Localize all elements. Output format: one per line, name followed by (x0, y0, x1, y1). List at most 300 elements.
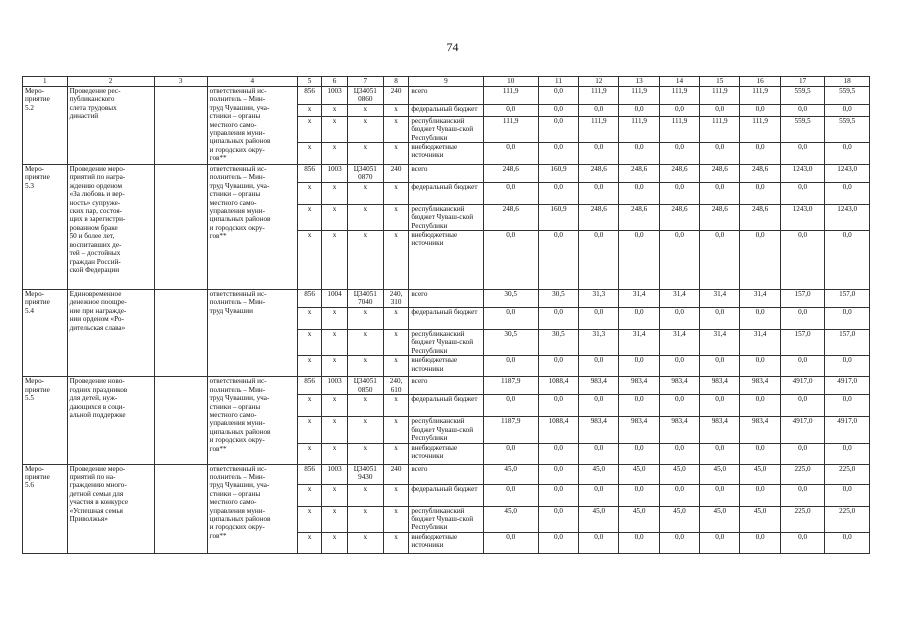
text-line: гов** (209, 444, 227, 453)
text-line: ответственный ис- (209, 165, 267, 174)
grbs-code: x (297, 104, 321, 116)
amount-cell: 30,5 (483, 330, 538, 356)
text-line: ответственный ис- (209, 464, 267, 473)
amount-cell: 160,9 (538, 204, 578, 230)
amount-cell: 0,0 (780, 143, 825, 165)
text-line: 5.3 (25, 181, 34, 190)
expense-type-code: x (383, 204, 408, 230)
text-line: слета трудовых (69, 103, 117, 112)
amount-cell: 0,0 (579, 104, 619, 116)
funding-source: республиканский бюджет Чуваш-ской Республики (409, 417, 483, 443)
amount-cell: 0,0 (538, 395, 578, 417)
section-code: 1003 (322, 464, 347, 484)
text-line: дающихся в соци- (69, 402, 125, 411)
section-code: x (322, 506, 347, 532)
column-number: 3 (154, 77, 207, 87)
amount-cell: 0,0 (700, 182, 740, 204)
expense-type-code: x (383, 417, 408, 443)
amount-cell: 45,0 (483, 464, 538, 484)
amount-cell: 983,4 (619, 417, 659, 443)
amount-cell: 248,6 (483, 165, 538, 183)
amount-cell: 1187,9 (483, 417, 538, 443)
amount-cell: 0,0 (740, 308, 780, 330)
amount-cell: 0,0 (538, 532, 578, 553)
text-line: гов** (209, 232, 227, 241)
text-line: ципальных районов (209, 137, 271, 146)
text-line: тей – достойных (69, 249, 121, 258)
amount-cell: 0,0 (780, 484, 825, 506)
amount-cell: 0,0 (538, 506, 578, 532)
amount-cell: 157,0 (825, 290, 870, 308)
text-line: Меро- (25, 290, 45, 299)
header-row (23, 77, 870, 87)
amount-cell: 0,0 (579, 356, 619, 377)
text-line: полнитель – Мин- (209, 173, 266, 182)
amount-cell: 111,9 (619, 87, 659, 105)
amount-cell: 0,0 (538, 87, 578, 105)
amount-cell: 111,9 (619, 116, 659, 142)
text-line: приятие (25, 173, 50, 182)
expense-type-code: x (383, 443, 408, 464)
text-line: Проведение ново- (69, 377, 125, 386)
section-code: 1003 (322, 87, 347, 105)
amount-cell: 248,6 (579, 165, 619, 183)
text-line: приятий по на- (69, 472, 116, 481)
target-article-code: x (347, 182, 383, 204)
text-line: альной поддержке (69, 410, 126, 419)
amount-cell: 157,0 (780, 330, 825, 356)
target-article-code: x (347, 532, 383, 553)
grbs-code: x (297, 330, 321, 356)
funding-source: федеральный бюджет (409, 182, 483, 204)
target-article-code: Ц34051 7040 (347, 290, 383, 308)
amount-cell: 111,9 (700, 87, 740, 105)
text-line: местного само- (209, 198, 257, 207)
executor (207, 290, 297, 377)
amount-cell: 0,0 (700, 308, 740, 330)
amount-cell: 0,0 (740, 104, 780, 116)
amount-cell: 1243,0 (825, 204, 870, 230)
amount-cell: 983,4 (740, 377, 780, 395)
grbs-code: 856 (297, 464, 321, 484)
expense-type-code: x (383, 395, 408, 417)
column-number: 16 (740, 77, 780, 87)
amount-cell: 0,0 (579, 182, 619, 204)
text-line: Проведение меро- (69, 165, 126, 174)
amount-cell: 0,0 (579, 231, 619, 290)
amount-cell: 1187,9 (483, 377, 538, 395)
text-line: ответственный ис- (209, 290, 267, 299)
amount-cell: 111,9 (740, 87, 780, 105)
amount-cell: 225,0 (825, 506, 870, 532)
amount-cell: 0,0 (700, 443, 740, 464)
text-line: нии орденом «Ро- (69, 315, 124, 324)
amount-cell: 0,0 (579, 143, 619, 165)
amount-cell: 0,0 (483, 308, 538, 330)
target-article-code: x (347, 116, 383, 142)
text-line: Приволжья» (69, 514, 108, 523)
table-row (23, 377, 870, 395)
text-line: ципальных районов (209, 427, 271, 436)
amount-cell: 559,5 (780, 116, 825, 142)
funding-source: внебюджетные источники (409, 231, 483, 290)
text-line: граждан Россий- (69, 257, 121, 266)
event-number (23, 290, 68, 377)
amount-cell: 0,0 (579, 484, 619, 506)
amount-cell: 0,0 (825, 395, 870, 417)
target-article-code: x (347, 395, 383, 417)
amount-cell: 0,0 (619, 182, 659, 204)
funding-source: республиканский бюджет Чуваш-ской Республики (409, 204, 483, 230)
target-article-code: x (347, 330, 383, 356)
amount-cell: 248,6 (700, 204, 740, 230)
amount-cell: 248,6 (740, 204, 780, 230)
grbs-code: 856 (297, 377, 321, 395)
text-line: стники – органы (209, 489, 261, 498)
target-article-code: Ц34051 9430 (347, 464, 383, 484)
amount-cell: 0,0 (619, 231, 659, 290)
amount-cell: 0,0 (659, 182, 699, 204)
amount-cell: 45,0 (740, 464, 780, 484)
amount-cell: 983,4 (619, 377, 659, 395)
amount-cell: 0,0 (538, 143, 578, 165)
target-article-code: x (347, 417, 383, 443)
amount-cell: 0,0 (538, 231, 578, 290)
text-line: участия в конкурсе (69, 498, 129, 507)
amount-cell: 0,0 (780, 308, 825, 330)
text-line: граждению много- (69, 481, 127, 490)
amount-cell: 0,0 (700, 104, 740, 116)
amount-cell: 0,0 (483, 395, 538, 417)
amount-cell: 0,0 (619, 143, 659, 165)
amount-cell: 0,0 (579, 443, 619, 464)
expense-type-code: 240 (383, 464, 408, 484)
text-line: 5.4 (25, 306, 34, 315)
text-line: труд Чувашии, уча- (209, 103, 270, 112)
grbs-code: x (297, 484, 321, 506)
text-line: публиканского (69, 95, 115, 104)
amount-cell: 0,0 (740, 395, 780, 417)
target-article-code: x (347, 443, 383, 464)
amount-cell: 0,0 (659, 356, 699, 377)
event-name (67, 377, 154, 464)
amount-cell: 30,5 (483, 290, 538, 308)
column-number: 14 (659, 77, 699, 87)
table-row (23, 165, 870, 183)
text-line: труд Чувашии, уча- (209, 181, 270, 190)
section-code: x (322, 417, 347, 443)
text-line: стники – органы (209, 112, 261, 121)
amount-cell: 31,4 (619, 330, 659, 356)
section-code: 1004 (322, 290, 347, 308)
text-line: полнитель – Мин- (209, 472, 266, 481)
amount-cell: 111,9 (579, 87, 619, 105)
amount-cell: 0,0 (659, 484, 699, 506)
expense-type-code: 240, 610 (383, 377, 408, 395)
text-line: ципальных районов (209, 215, 271, 224)
text-line: династий (69, 112, 99, 121)
column-number: 17 (780, 77, 825, 87)
funding-source: федеральный бюджет (409, 104, 483, 116)
event-number (23, 377, 68, 464)
amount-cell: 225,0 (825, 464, 870, 484)
amount-cell: 111,9 (740, 116, 780, 142)
amount-cell: 0,0 (700, 143, 740, 165)
amount-cell: 0,0 (483, 484, 538, 506)
grbs-code: x (297, 356, 321, 377)
amount-cell: 157,0 (780, 290, 825, 308)
amount-cell: 0,0 (659, 308, 699, 330)
text-line: «За любовь и вер- (69, 190, 125, 199)
grbs-code: x (297, 443, 321, 464)
funding-source: всего (409, 464, 483, 484)
column-number: 1 (23, 77, 68, 87)
executor (207, 377, 297, 464)
amount-cell: 559,5 (780, 87, 825, 105)
amount-cell: 248,6 (579, 204, 619, 230)
target-article-code: x (347, 506, 383, 532)
amount-cell: 559,5 (825, 116, 870, 142)
event-number (23, 87, 68, 165)
text-line: ответственный ис- (209, 87, 267, 95)
amount-cell: 31,4 (659, 330, 699, 356)
amount-cell: 160,9 (538, 165, 578, 183)
amount-cell: 0,0 (780, 443, 825, 464)
funding-source: внебюджетные источники (409, 443, 483, 464)
text-line: труд Чувашии, уча- (209, 394, 270, 403)
grbs-code: x (297, 506, 321, 532)
text-line: полнитель – Мин- (209, 298, 266, 307)
amount-cell: 45,0 (483, 506, 538, 532)
text-line: и городских окру- (209, 145, 265, 154)
funding-source: федеральный бюджет (409, 395, 483, 417)
text-line: Проведение рес- (69, 87, 121, 95)
text-line: ской Федерации (69, 265, 120, 274)
amount-cell: 31,4 (700, 290, 740, 308)
target-article-code: Ц34051 0860 (347, 87, 383, 105)
column-number: 13 (619, 77, 659, 87)
amount-cell: 0,0 (740, 143, 780, 165)
amount-cell: 111,9 (579, 116, 619, 142)
amount-cell: 31,4 (619, 290, 659, 308)
target-article-code: x (347, 484, 383, 506)
empty-cell (154, 290, 207, 377)
amount-cell: 0,0 (740, 231, 780, 290)
amount-cell: 248,6 (740, 165, 780, 183)
text-line: стники – органы (209, 190, 261, 199)
section-code: x (322, 231, 347, 290)
amount-cell: 45,0 (579, 506, 619, 532)
amount-cell: 1243,0 (780, 165, 825, 183)
text-line: ность» супруже- (69, 198, 121, 207)
amount-cell: 0,0 (825, 484, 870, 506)
grbs-code: x (297, 532, 321, 553)
amount-cell: 0,0 (659, 143, 699, 165)
target-article-code: Ц34051 0870 (347, 165, 383, 183)
target-article-code: x (347, 231, 383, 290)
section-code: x (322, 104, 347, 116)
section-code: x (322, 532, 347, 553)
section-code: x (322, 330, 347, 356)
target-article-code: x (347, 104, 383, 116)
amount-cell: 0,0 (619, 532, 659, 553)
text-line: местного само- (209, 410, 257, 419)
amount-cell: 31,3 (579, 290, 619, 308)
text-line: денежное поощре- (69, 298, 127, 307)
amount-cell: 111,9 (483, 87, 538, 105)
amount-cell: 0,0 (538, 443, 578, 464)
amount-cell: 0,0 (740, 532, 780, 553)
amount-cell: 0,0 (740, 484, 780, 506)
column-number: 11 (538, 77, 578, 87)
text-line: 5.6 (25, 481, 34, 490)
expense-type-code: 240 (383, 165, 408, 183)
expense-type-code: x (383, 532, 408, 553)
amount-cell: 30,5 (538, 330, 578, 356)
amount-cell: 45,0 (659, 506, 699, 532)
event-number (23, 464, 68, 553)
amount-cell: 0,0 (538, 104, 578, 116)
column-number: 8 (383, 77, 408, 87)
amount-cell: 0,0 (538, 356, 578, 377)
text-line: труд Чувашии (209, 306, 253, 315)
table-row (23, 290, 870, 308)
text-line: и городских окру- (209, 436, 265, 445)
amount-cell: 0,0 (659, 104, 699, 116)
amount-cell: 45,0 (619, 464, 659, 484)
section-code: 1003 (322, 165, 347, 183)
column-number: 10 (483, 77, 538, 87)
amount-cell: 983,4 (659, 377, 699, 395)
amount-cell: 0,0 (579, 395, 619, 417)
funding-source: внебюджетные источники (409, 532, 483, 553)
amount-cell: 4917,0 (825, 377, 870, 395)
event-name (67, 464, 154, 553)
text-line: местного само- (209, 120, 257, 129)
amount-cell: 0,0 (619, 443, 659, 464)
amount-cell: 0,0 (740, 356, 780, 377)
section-code: x (322, 308, 347, 330)
amount-cell: 111,9 (700, 116, 740, 142)
amount-cell: 0,0 (700, 395, 740, 417)
column-number: 5 (297, 77, 321, 87)
text-line: труд Чувашии, уча- (209, 481, 270, 490)
funding-source: республиканский бюджет Чуваш-ской Республики (409, 116, 483, 142)
amount-cell: 0,0 (825, 231, 870, 290)
grbs-code: x (297, 116, 321, 142)
text-line: 5.2 (25, 103, 34, 112)
column-number: 7 (347, 77, 383, 87)
funding-source: республиканский бюджет Чуваш-ской Республики (409, 330, 483, 356)
amount-cell: 0,0 (483, 143, 538, 165)
expense-type-code: x (383, 356, 408, 377)
funding-source: федеральный бюджет (409, 484, 483, 506)
target-article-code: x (347, 308, 383, 330)
amount-cell: 248,6 (619, 165, 659, 183)
grbs-code: 856 (297, 290, 321, 308)
amount-cell: 248,6 (619, 204, 659, 230)
text-line: ответственный ис- (209, 377, 267, 386)
empty-cell (154, 87, 207, 165)
amount-cell: 0,0 (538, 116, 578, 142)
amount-cell: 0,0 (780, 395, 825, 417)
amount-cell: 225,0 (780, 464, 825, 484)
text-line: гов** (209, 154, 227, 163)
amount-cell: 983,4 (700, 417, 740, 443)
event-number (23, 165, 68, 290)
funding-source: внебюджетные источники (409, 356, 483, 377)
amount-cell: 0,0 (659, 532, 699, 553)
amount-cell: 0,0 (825, 143, 870, 165)
budget-table (22, 76, 870, 554)
amount-cell: 0,0 (619, 356, 659, 377)
amount-cell: 0,0 (579, 532, 619, 553)
text-line: управления муни- (209, 419, 265, 428)
section-code: x (322, 356, 347, 377)
amount-cell: 0,0 (780, 182, 825, 204)
empty-cell (154, 464, 207, 553)
amount-cell: 0,0 (825, 532, 870, 553)
amount-cell: 0,0 (659, 395, 699, 417)
amount-cell: 225,0 (780, 506, 825, 532)
amount-cell: 559,5 (825, 87, 870, 105)
section-code: x (322, 443, 347, 464)
amount-cell: 4917,0 (780, 377, 825, 395)
column-number: 9 (409, 77, 483, 87)
amount-cell: 0,0 (483, 356, 538, 377)
amount-cell: 0,0 (700, 484, 740, 506)
text-line: приятие (25, 472, 50, 481)
text-line: «Успешная семья (69, 506, 123, 515)
text-line: Меро- (25, 377, 45, 386)
amount-cell: 30,5 (538, 290, 578, 308)
text-line: Единовременное (69, 290, 122, 299)
section-code: x (322, 143, 347, 165)
text-line: ских пар, состоя- (69, 207, 123, 216)
amount-cell: 111,9 (659, 87, 699, 105)
text-line: управления муни- (209, 506, 265, 515)
amount-cell: 0,0 (483, 532, 538, 553)
text-line: 50 и более лет, (69, 232, 115, 241)
amount-cell: 0,0 (700, 356, 740, 377)
event-name (67, 87, 154, 165)
expense-type-code: x (383, 231, 408, 290)
amount-cell: 111,9 (483, 116, 538, 142)
target-article-code: Ц34051 0850 (347, 377, 383, 395)
text-line: приятий по награ- (69, 173, 126, 182)
amount-cell: 0,0 (780, 231, 825, 290)
text-line: для детей, нуж- (69, 394, 118, 403)
text-line: управления муни- (209, 207, 265, 216)
amount-cell: 111,9 (659, 116, 699, 142)
text-line: ципальных районов (209, 514, 271, 523)
expense-type-code: x (383, 308, 408, 330)
amount-cell: 983,4 (659, 417, 699, 443)
event-name (67, 165, 154, 290)
funding-source: республиканский бюджет Чуваш-ской Республики (409, 506, 483, 532)
amount-cell: 248,6 (483, 204, 538, 230)
grbs-code: x (297, 182, 321, 204)
executor (207, 87, 297, 165)
grbs-code: x (297, 395, 321, 417)
text-line: и городских окру- (209, 523, 265, 532)
amount-cell: 0,0 (483, 182, 538, 204)
amount-cell: 0,0 (538, 182, 578, 204)
amount-cell: 0,0 (825, 308, 870, 330)
text-line: воспитавших де- (69, 240, 122, 249)
amount-cell: 0,0 (825, 443, 870, 464)
amount-cell: 31,4 (740, 290, 780, 308)
